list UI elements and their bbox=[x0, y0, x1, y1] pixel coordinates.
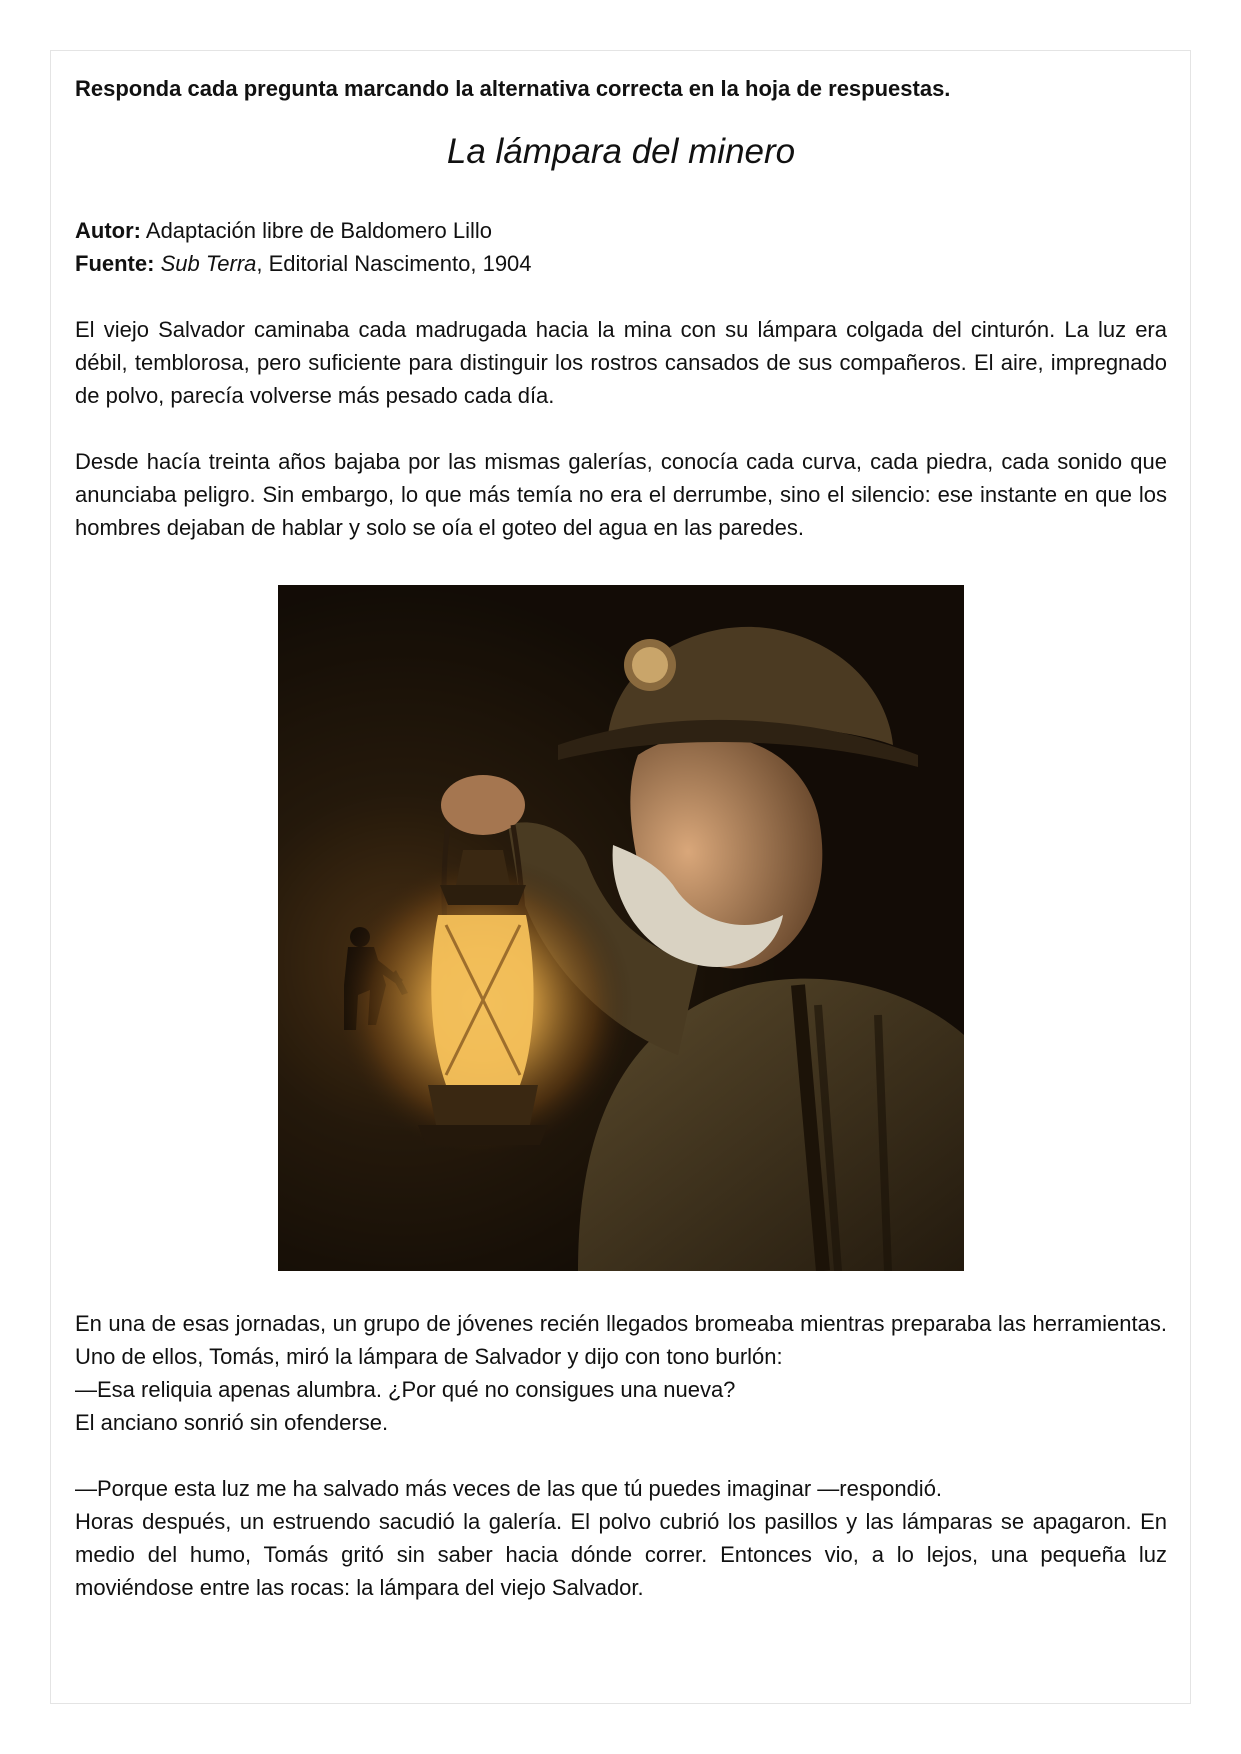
author-value: Adaptación libre de Baldomero Lillo bbox=[145, 218, 492, 243]
author-label: Autor: bbox=[75, 218, 141, 243]
source-line bbox=[75, 247, 1167, 280]
paragraph-4: —Porque esta luz me ha salvado más veces de las que tú puedes imaginar —respondió. bbox=[75, 1476, 943, 1501]
document-content bbox=[75, 74, 1167, 1604]
story-title: La lámpara del minero bbox=[446, 132, 796, 171]
paragraph-2: Desde hacía treinta años bajaba por las mismas galerías, conocía cada curva, cada piedra, cada sonido que anunciaba peligro. Sin embargo, lo que más temía no era el derrumbe, sino el silencio: ese instante en que los hombres dejaban de hablar y solo se oía el goteo del agua en las paredes. bbox=[75, 449, 1167, 540]
source-title: Sub Terra bbox=[160, 251, 257, 276]
source-rest: , Editorial Nascimento, 1904 bbox=[256, 251, 532, 276]
author-line bbox=[75, 214, 1167, 247]
paragraph-1: El viejo Salvador caminaba cada madrugada hacia la mina con su lámpara colgada del cinturón. La luz era débil, temblorosa, pero suficiente para distinguir los rostros cansados de sus compañeros. El aire, impregnado de polvo, parecía volverse más pesado cada día. bbox=[75, 317, 1167, 408]
paragraph-5: Horas después, un estruendo sacudió la galería. El polvo cubrió los pasillos y las lámparas se apagaron. En medio del humo, Tomás gritó sin saber hacia dónde correr. Entonces vio, a lo lejos, una pequeña luz moviéndose entre las rocas: la lámpara del viejo Salvador. bbox=[75, 1509, 1167, 1600]
story-meta bbox=[75, 214, 1167, 280]
paragraph-3-quote: —Esa reliquia apenas alumbra. ¿Por qué no consigues una nueva? bbox=[75, 1377, 736, 1402]
miner-lantern-image bbox=[278, 585, 964, 1271]
source-label: Fuente: bbox=[75, 251, 155, 276]
miner-illustration bbox=[278, 585, 964, 1271]
paragraph-3 bbox=[75, 1307, 1167, 1439]
paragraph-3-end: El anciano sonrió sin ofenderse. bbox=[75, 1410, 389, 1435]
instruction-text: Responda cada pregunta marcando la alternativa correcta en la hoja de respuestas. bbox=[75, 76, 951, 101]
paragraph-3-text: En una de esas jornadas, un grupo de jóvenes recién llegados bromeaba mientras preparaba las herramientas. Uno de ellos, Tomás, miró la lámpara de Salvador y dijo con tono burlón: bbox=[75, 1311, 1167, 1369]
